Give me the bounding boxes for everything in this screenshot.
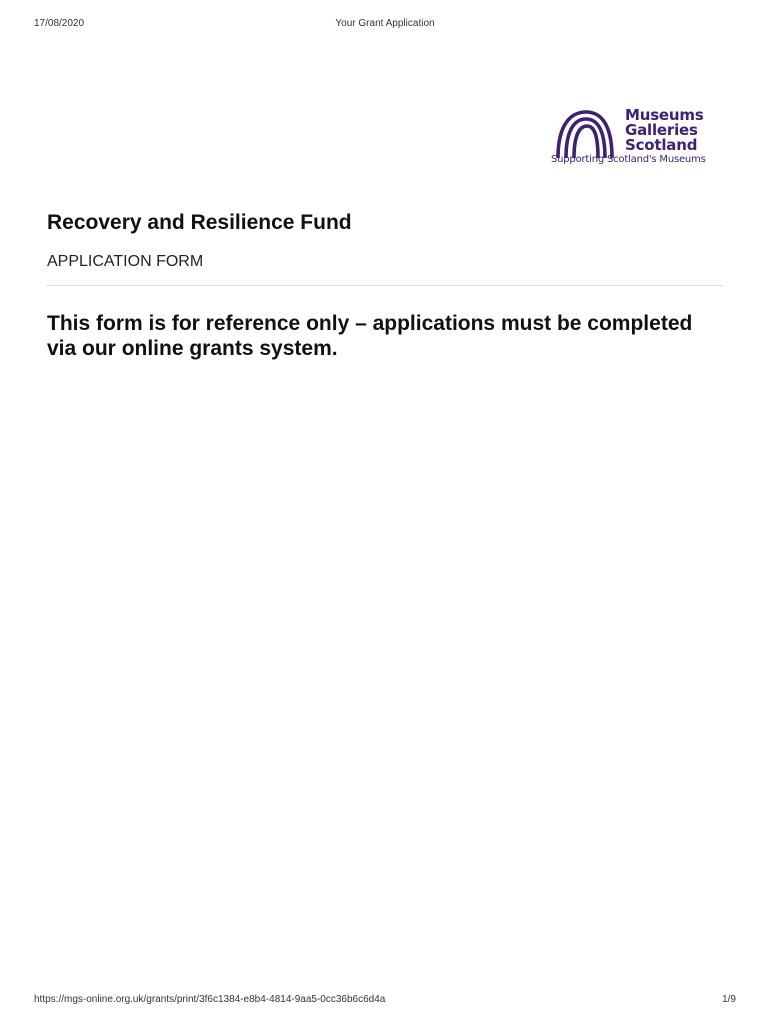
print-page-title: Your Grant Application [335, 18, 435, 29]
form-subtitle: APPLICATION FORM [47, 253, 204, 270]
logo-tagline: Supporting Scotland's Museums [551, 154, 706, 165]
print-url: https://mgs-online.org.uk/grants/print/3f6c1384-e8b4-4814-9aa5-0cc36b6c6d4a [34, 994, 386, 1005]
arches-logo-icon [552, 108, 616, 160]
fund-title: Recovery and Resilience Fund [47, 211, 352, 234]
reference-only-notice: This form is for reference only – applications must be completed via our online grants system. [47, 312, 693, 360]
page-number: 1/9 [722, 994, 736, 1005]
print-date: 17/08/2020 [34, 18, 85, 29]
logo-word-museums: Museums [625, 106, 704, 124]
logo-word-scotland: Scotland [625, 136, 698, 154]
museums-galleries-scotland-logo [549, 106, 719, 172]
logo-word-galleries: Galleries [625, 121, 698, 139]
section-divider [47, 285, 723, 286]
logo-wordmark [625, 108, 704, 153]
